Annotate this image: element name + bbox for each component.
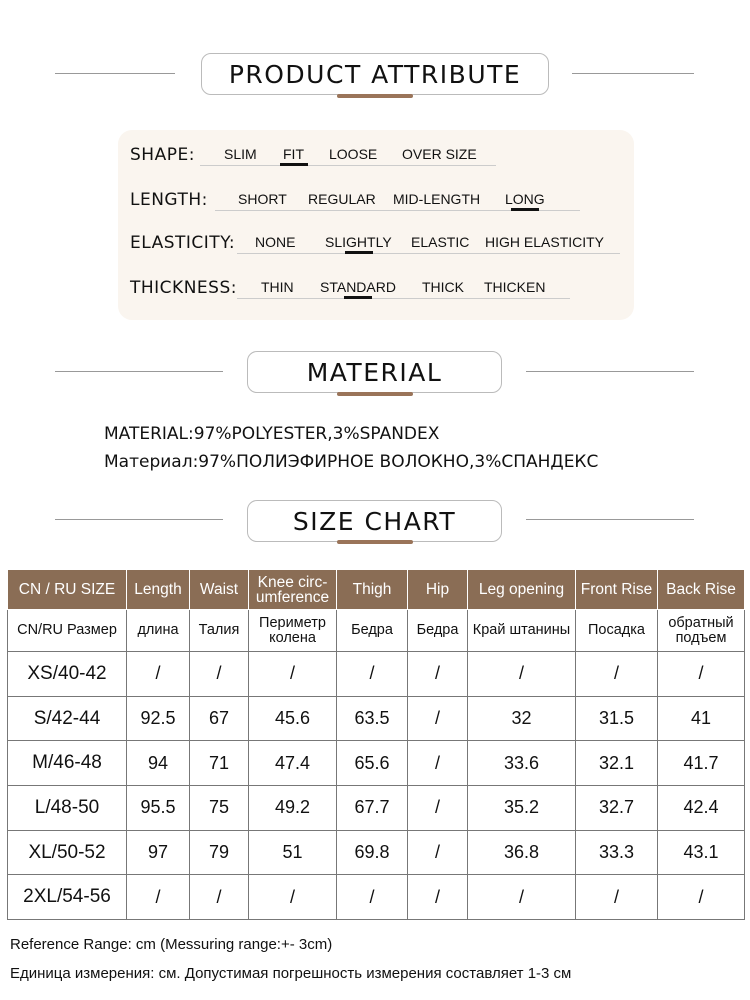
table-cell: Waist — [190, 570, 249, 610]
divider — [55, 371, 223, 372]
table-cell: / — [468, 652, 576, 697]
table-cell: Hip — [408, 570, 468, 610]
divider — [526, 371, 694, 372]
table-cell: Бедра — [337, 610, 408, 652]
table-cell: / — [127, 875, 190, 920]
table-cell: XS/40-42 — [8, 652, 127, 697]
attribute-label: THICKNESS: — [130, 278, 237, 298]
note-en: Reference Range: cm (Messuring range:+- 3cm) — [10, 936, 333, 953]
table-cell: 69.8 — [337, 830, 408, 875]
selected-marker — [280, 163, 308, 166]
table-cell: обратный подъем — [658, 610, 745, 652]
attribute-rule — [200, 165, 496, 166]
table-cell: Back Rise — [658, 570, 745, 610]
table-cell: / — [658, 652, 745, 697]
table-row — [8, 786, 745, 831]
table-cell: M/46-48 — [8, 741, 127, 786]
table-cell: 63.5 — [337, 696, 408, 741]
size-chart-table — [7, 569, 745, 920]
table-cell: 33.3 — [576, 830, 658, 875]
attribute-option: THIN — [261, 279, 294, 295]
table-cell: XL/50-52 — [8, 830, 127, 875]
attribute-rule — [237, 253, 620, 254]
table-cell: / — [408, 652, 468, 697]
table-cell: длина — [127, 610, 190, 652]
table-cell: / — [408, 830, 468, 875]
table-cell: 32.7 — [576, 786, 658, 831]
divider — [55, 73, 175, 74]
attribute-option: MID-LENGTH — [393, 191, 481, 207]
table-cell: / — [249, 875, 337, 920]
attribute-option: HIGH ELASTICITY — [485, 234, 605, 250]
table-cell: 79 — [190, 830, 249, 875]
table-cell: 47.4 — [249, 741, 337, 786]
attribute-option: NONE — [255, 234, 296, 250]
attribute-option: STANDARD — [320, 279, 396, 295]
divider — [526, 519, 694, 520]
table-cell: 65.6 — [337, 741, 408, 786]
table-cell: / — [408, 875, 468, 920]
table-cell: 33.6 — [468, 741, 576, 786]
table-cell: / — [408, 786, 468, 831]
table-cell: Посадка — [576, 610, 658, 652]
table-cell: 67.7 — [337, 786, 408, 831]
table-cell: 92.5 — [127, 696, 190, 741]
table-cell: Край штанины — [468, 610, 576, 652]
table-cell: / — [658, 875, 745, 920]
table-cell: 43.1 — [658, 830, 745, 875]
table-row — [8, 652, 745, 697]
table-cell: 36.8 — [468, 830, 576, 875]
section-title-attribute: PRODUCT ATTRIBUTE — [201, 53, 549, 95]
attribute-option: THICK — [422, 279, 464, 295]
table-cell: 41.7 — [658, 741, 745, 786]
table-cell: / — [337, 875, 408, 920]
material-en: MATERIAL:97%POLYESTER,3%SPANDEX — [104, 424, 440, 444]
table-cell: CN / RU SIZE — [8, 570, 127, 610]
table-cell: / — [249, 652, 337, 697]
table-cell: 2XL/54-56 — [8, 875, 127, 920]
attribute-label: LENGTH: — [130, 190, 208, 210]
attribute-option: THICKEN — [484, 279, 546, 295]
table-cell: Front Rise — [576, 570, 658, 610]
table-cell: / — [337, 652, 408, 697]
title-accent-bar — [337, 392, 413, 396]
divider — [55, 519, 223, 520]
table-cell: 94 — [127, 741, 190, 786]
table-row — [8, 875, 745, 920]
divider — [572, 73, 694, 74]
table-cell: L/48-50 — [8, 786, 127, 831]
table-row — [8, 741, 745, 786]
attribute-option: SLIGHTLY — [325, 234, 392, 250]
table-cell: Периметр колена — [249, 610, 337, 652]
table-row — [8, 696, 745, 741]
title-accent-bar — [337, 94, 413, 98]
table-cell: 95.5 — [127, 786, 190, 831]
table-cell: 41 — [658, 696, 745, 741]
selected-marker — [345, 251, 373, 254]
table-cell: S/42-44 — [8, 696, 127, 741]
table-cell: Талия — [190, 610, 249, 652]
table-cell: / — [468, 875, 576, 920]
table-cell: / — [408, 696, 468, 741]
attribute-rule — [237, 298, 570, 299]
section-title-size-chart: SIZE CHART — [247, 500, 502, 542]
attribute-label: ELASTICITY: — [130, 233, 236, 253]
section-title-material: MATERIAL — [247, 351, 502, 393]
table-cell: 75 — [190, 786, 249, 831]
table-cell: 97 — [127, 830, 190, 875]
table-cell: CN/RU Размер — [8, 610, 127, 652]
attribute-option: FIT — [283, 146, 304, 162]
attribute-option: LOOSE — [329, 146, 378, 162]
attribute-option: OVER SIZE — [402, 146, 477, 162]
table-cell: Leg opening — [468, 570, 576, 610]
table-cell: 45.6 — [249, 696, 337, 741]
material-ru: Материал:97%ПОЛИЭФИРНОЕ ВОЛОКНО,3%СПАНДЕКС — [104, 452, 599, 472]
header-row-en — [8, 570, 745, 610]
attribute-option: SLIM — [224, 146, 257, 162]
table-cell: Бедра — [408, 610, 468, 652]
table-cell: Length — [127, 570, 190, 610]
attribute-option: SHORT — [238, 191, 287, 207]
attribute-label: SHAPE: — [130, 145, 195, 165]
table-cell: Thigh — [337, 570, 408, 610]
table-cell: / — [408, 741, 468, 786]
table-cell: 35.2 — [468, 786, 576, 831]
table-cell: / — [127, 652, 190, 697]
title-accent-bar — [337, 540, 413, 544]
table-cell: 67 — [190, 696, 249, 741]
selected-marker — [511, 208, 539, 211]
table-cell: / — [576, 875, 658, 920]
attribute-option: REGULAR — [308, 191, 376, 207]
table-row — [8, 830, 745, 875]
header-row-ru — [8, 610, 745, 652]
table-cell: / — [576, 652, 658, 697]
note-ru: Единица измерения: см. Допустимая погрешность измерения составляет 1-3 см — [10, 965, 572, 982]
table-cell: 42.4 — [658, 786, 745, 831]
table-cell: 71 — [190, 741, 249, 786]
table-cell: 32 — [468, 696, 576, 741]
table-cell: 32.1 — [576, 741, 658, 786]
table-cell: 51 — [249, 830, 337, 875]
table-cell: 49.2 — [249, 786, 337, 831]
table-cell: / — [190, 652, 249, 697]
table-cell: / — [190, 875, 249, 920]
table-cell: 31.5 — [576, 696, 658, 741]
table-cell: Knee circ-umference — [249, 570, 337, 610]
attribute-option: LONG — [505, 191, 545, 207]
selected-marker — [344, 296, 372, 299]
attribute-option: ELASTIC — [411, 234, 470, 250]
